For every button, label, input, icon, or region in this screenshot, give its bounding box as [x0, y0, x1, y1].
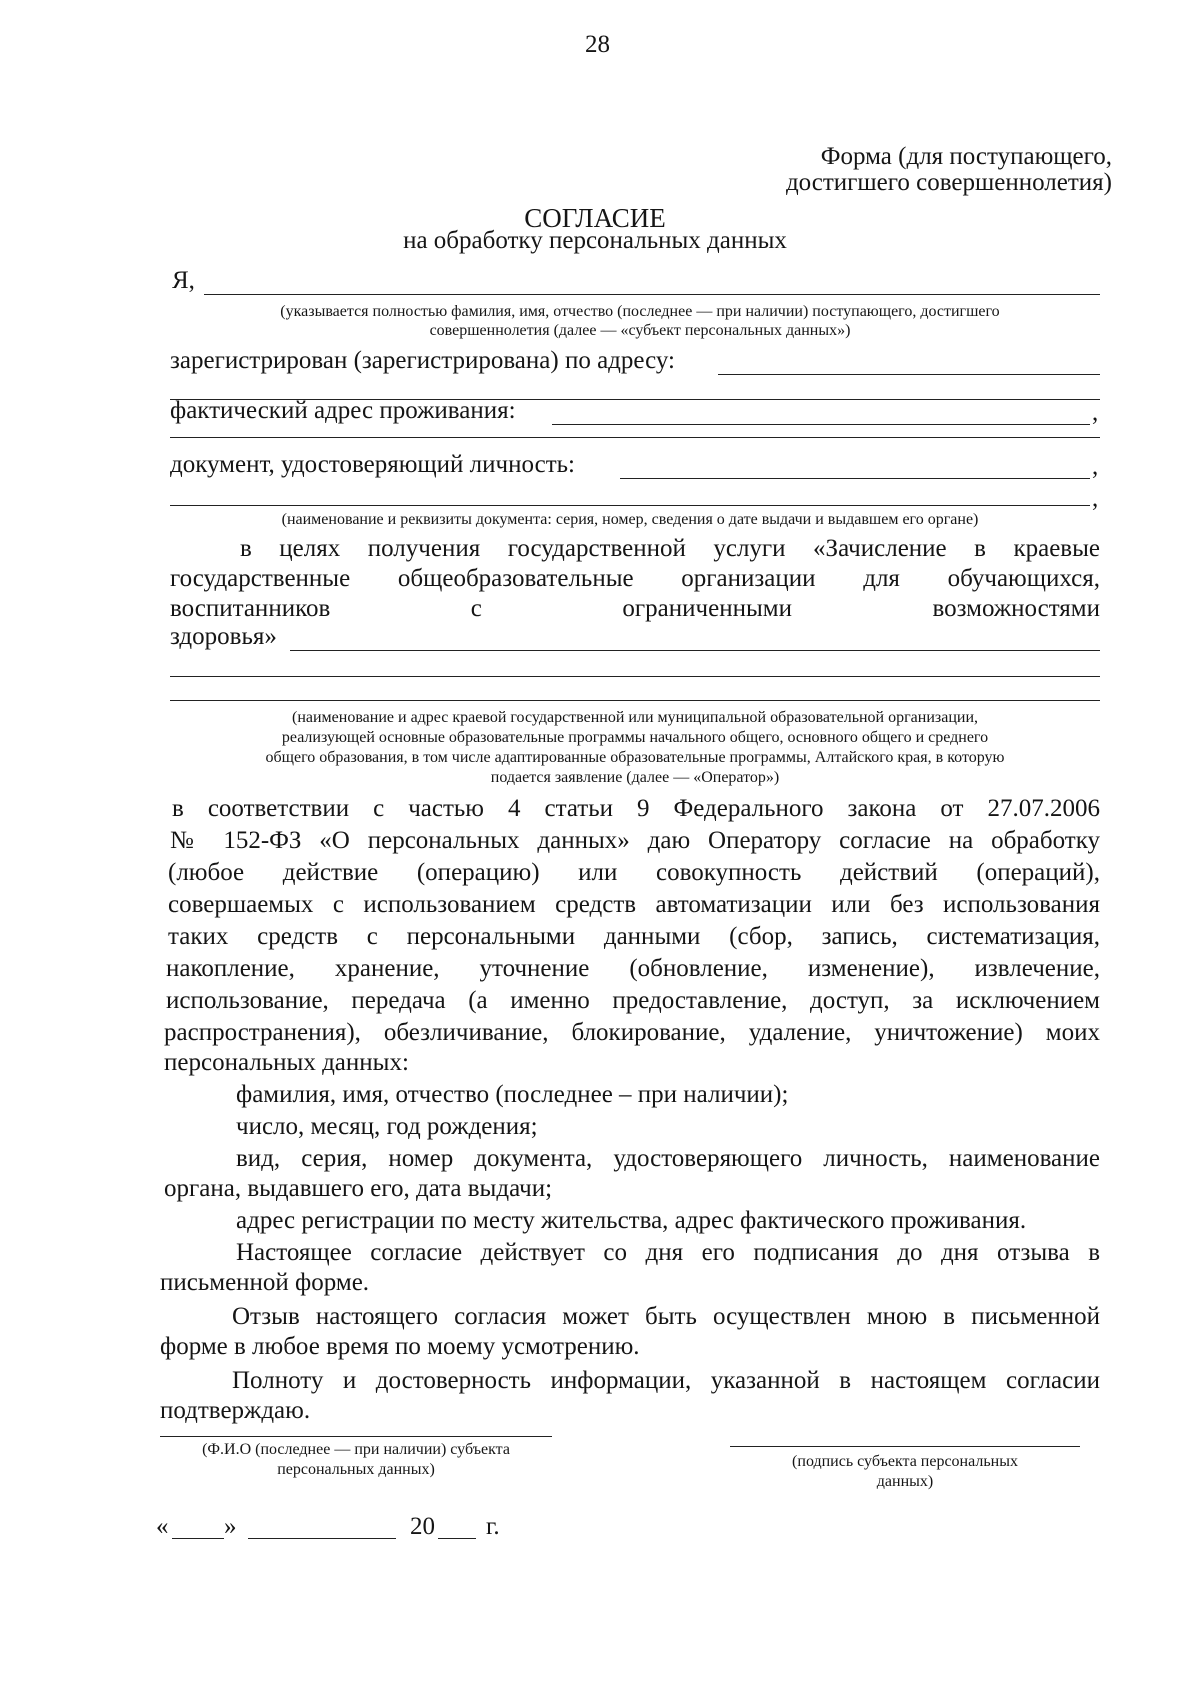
name-hint-line-2: совершеннолетия (далее — «субъект персональных данных») [429, 322, 851, 339]
org-hint-line-2: реализующей основные образовательные программы начального общего, основного общего и среднего [281, 729, 989, 746]
date-year-field[interactable] [438, 1516, 476, 1539]
id-document-comma-2: , [1092, 485, 1099, 512]
org-hint-line-4: подается заявление (далее — «Оператор») [490, 769, 780, 786]
name-hint-line-1: (указывается полностью фамилия, имя, отчество (последнее — при наличии) поступающего, достигшего [280, 303, 1000, 320]
organization-line-2[interactable] [170, 676, 1100, 677]
organization-line-3[interactable] [170, 700, 1100, 701]
purpose-line-4: здоровья» [170, 623, 277, 650]
actual-address-label: фактический адрес проживания: [170, 397, 516, 424]
sign-hint-line-1: (подпись субъекта персональных [792, 1453, 1018, 1470]
ya-label: Я, [172, 267, 195, 294]
date-open-quote: « [156, 1513, 169, 1540]
consent-line-1: в соответствии с частью 4 статьи 9 Федерального закона от 27.07.2006 [172, 795, 1100, 822]
id-document-line-2[interactable] [170, 505, 1090, 506]
page-subtitle: на обработку персональных данных [403, 227, 787, 254]
sign-hint-line-2: данных) [876, 1473, 934, 1490]
fio-hint-line-1: (Ф.И.О (последнее — при наличии) субъекта [202, 1441, 510, 1458]
full-name-field[interactable] [204, 272, 1100, 295]
data-item-2: число, месяц, год рождения; [236, 1113, 538, 1140]
revocation-line-1: Отзыв настоящего согласия может быть осуществлен мною в письменной [232, 1303, 1100, 1330]
consent-line-4: совершаемых с использованием средств автоматизации или без использования [168, 891, 1100, 918]
page-title: СОГЛАСИЕ [524, 203, 666, 233]
consent-line-2: № 152-ФЗ «О персональных данных» даю Оператору согласие на обработку [170, 827, 1100, 854]
id-document-comma: , [1092, 453, 1099, 480]
date-year-suffix: г. [486, 1513, 500, 1540]
actual-address-comma: , [1092, 399, 1099, 426]
confirm-line-1: Полноту и достоверность информации, указанной в настоящем согласии [232, 1367, 1100, 1394]
validity-line-1: Настоящее согласие действует со дня его подписания до дня отзыва в [236, 1239, 1100, 1266]
doc-hint: (наименование и реквизиты документа: серия, номер, сведения о дате выдачи и выдавшем его органе) [281, 511, 979, 528]
data-item-4: адрес регистрации по месту жительства, адрес фактического проживания. [236, 1207, 1027, 1234]
validity-line-2: письменной форме. [160, 1269, 370, 1296]
registered-label: зарегистрирован (зарегистрирована) по адресу: [170, 347, 676, 374]
organization-field[interactable] [290, 628, 1100, 651]
purpose-line-1: в целях получения государственной услуги «Зачисление в краевые [240, 535, 1100, 562]
org-hint-line-3: общего образования, в том числе адаптированные образовательные программы, Алтайского края, в которую [265, 749, 1005, 766]
actual-address-field[interactable] [552, 402, 1090, 425]
data-item-3-cont: органа, выдавшего его, дата выдачи; [164, 1175, 553, 1202]
id-document-label: документ, удостоверяющий личность: [170, 451, 575, 478]
date-year-prefix: 20 [410, 1513, 435, 1540]
actual-address-line-2[interactable] [170, 437, 1100, 438]
org-hint-line-1: (наименование и адрес краевой государственной или муниципальной образовательной организации, [291, 709, 979, 726]
date-close-quote: » [224, 1513, 237, 1540]
confirm-line-2: подтверждаю. [160, 1397, 311, 1424]
fio-signature-line[interactable] [160, 1436, 552, 1437]
date-month-field[interactable] [248, 1516, 396, 1539]
data-item-1: фамилия, имя, отчество (последнее – при наличии); [236, 1081, 789, 1108]
page-number: 28 [585, 31, 610, 58]
consent-line-6: накопление, хранение, уточнение (обновление, изменение), извлечение, [166, 955, 1100, 982]
consent-line-8: распространения), обезличивание, блокирование, удаление, уничтожение) моих [164, 1019, 1100, 1046]
date-day-field[interactable] [172, 1516, 224, 1539]
registered-address-field[interactable] [718, 352, 1100, 375]
data-item-3: вид, серия, номер документа, удостоверяющего личность, наименование [236, 1145, 1100, 1172]
consent-line-5: таких средств с персональными данными (сбор, запись, систематизация, [168, 923, 1100, 950]
id-document-field[interactable] [620, 456, 1090, 479]
form-note-line-2: достигшего совершеннолетия) [785, 169, 1112, 196]
revocation-line-2: форме в любое время по моему усмотрению. [160, 1333, 640, 1360]
consent-line-3: (любое действие (операцию) или совокупность действий (операций), [168, 859, 1100, 886]
purpose-line-3: воспитанников с ограниченными возможностями [170, 595, 1100, 622]
purpose-line-2: государственные общеобразовательные организации для обучающихся, [170, 565, 1100, 592]
form-note-line-1: Форма (для поступающего, [820, 143, 1112, 170]
signature-line[interactable] [730, 1446, 1080, 1447]
consent-line-7: использование, передача (а именно предоставление, доступ, за исключением [166, 987, 1100, 1014]
consent-line-9: персональных данных: [164, 1049, 409, 1076]
fio-hint-line-2: персональных данных) [277, 1461, 435, 1478]
